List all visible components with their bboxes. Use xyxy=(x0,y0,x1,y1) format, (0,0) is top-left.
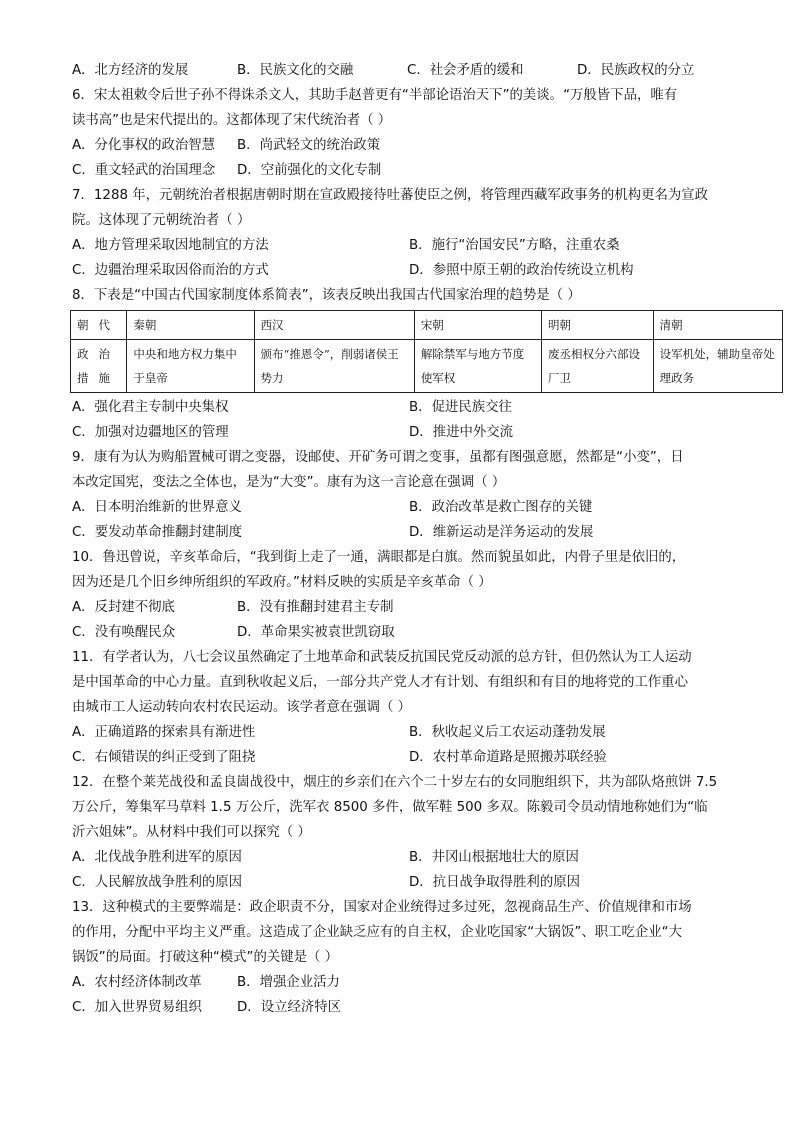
q11-options-row xyxy=(72,745,732,770)
q12-options-row xyxy=(72,870,732,895)
q6-stem-line: 读书高”也是宋代提出的。这都体现了宋代统治者（ ） xyxy=(72,113,392,128)
table-header-cell: 西汉 xyxy=(254,311,414,340)
q7-options-row xyxy=(72,258,732,283)
q11-option-a: A．正确道路的探索具有渐进性 xyxy=(72,725,256,740)
q5-option-d: D．民族政权的分立 xyxy=(577,63,695,78)
q12-option-a: A．北伐战争胜利进军的原因 xyxy=(72,850,242,865)
table-row-label: 政治措施 xyxy=(71,340,127,393)
q12-options-row xyxy=(72,845,732,870)
q13-option-a: A．农村经济体制改革 xyxy=(72,975,202,990)
q10-option-b: B．没有推翻封建君主专制 xyxy=(237,600,394,615)
q6-stem-line: 6．宋太祖敕令后世子孙不得诛杀文人，其助手赵普更有“半部论语治天下”的美谈。“万般皆下品，唯有 xyxy=(72,88,678,103)
q12-option-b: B．井冈山根据地壮大的原因 xyxy=(409,850,579,865)
q11-option-d: D．农村革命道路是照搬苏联经验 xyxy=(409,750,607,765)
q6-options-row xyxy=(72,133,732,158)
q5-option-a: A．北方经济的发展 xyxy=(72,63,189,78)
q6-option-b: B．尚武轻文的统治政策 xyxy=(237,138,381,153)
q5-option-b: B．民族文化的交融 xyxy=(237,63,354,78)
table-cell: 解除禁军与地方节度使军权 xyxy=(414,340,541,393)
q11-stem-line: 是中国革命的中心力量。直到秋收起义后，一部分共产党人才有计划、有组织和有目的地将党的工作重心 xyxy=(72,675,688,690)
q10-option-d: D．革命果实被袁世凯窃取 xyxy=(237,625,395,640)
q12-stem-line: 12．在整个莱芜战役和孟良崮战役中，烟庄的乡亲们在六个二十岁左右的女同胞组织下，共为部队烙煎饼 7.5 xyxy=(72,775,718,790)
q11-option-c: C．右倾错误的纠正受到了阻挠 xyxy=(72,750,256,765)
q8-stem-line: 8．下表是“中国古代国家制度体系简表”，该表反映出我国古代国家治理的趋势是（ ） xyxy=(72,288,581,303)
q13-stem-line: 13．这种模式的主要弊端是：政企职责不分，国家对企业统得过多过死，忽视商品生产、价值规律和市场 xyxy=(72,900,692,915)
q9-option-a: A．日本明治维新的世界意义 xyxy=(72,500,242,515)
q11-option-b: B．秋收起义后工农运动蓬勃发展 xyxy=(409,725,606,740)
q7-option-a: A．地方管理采取因地制宜的方法 xyxy=(72,238,269,253)
q5-options xyxy=(72,58,732,83)
q8-option-d: D．推进中外交流 xyxy=(409,425,514,440)
q9-options-row xyxy=(72,495,732,520)
q11-stem-line: 由城市工人运动转向农村农民运动。该学者意在强调（ ） xyxy=(72,700,412,715)
q9-stem-line: 9．康有为认为购船置械可谓之变器，设邮使、开矿务可谓之变事，虽都有图强意愿，然都是“小变”，日 xyxy=(72,450,684,465)
q12-option-d: D．抗日战争取得胜利的原因 xyxy=(409,875,580,890)
q13-stem-line: 的作用，分配中平均主义严重。这造成了企业缺乏应有的自主权，企业吃国家“大锅饭”、职工吃企业“大 xyxy=(72,925,682,940)
q11-stem-line: 11．有学者认为，八七会议虽然确定了土地革命和武装反抗国民党反动派的总方针，但仍然认为工人运动 xyxy=(72,650,692,665)
q7-stem-line: 院。这体现了元朝统治者（ ） xyxy=(72,213,251,228)
table-header-cell: 朝代 xyxy=(71,311,127,340)
q12-option-c: C．人民解放战争胜利的原因 xyxy=(72,875,243,890)
q7-option-c: C．边疆治理采取因俗而治的方式 xyxy=(72,263,269,278)
q13-option-b: B．增强企业活力 xyxy=(237,975,340,990)
q8-options-row xyxy=(72,395,732,420)
q10-option-a: A．反封建不彻底 xyxy=(72,600,175,615)
exam-page xyxy=(72,58,775,1020)
q8-option-b: B．促进民族交往 xyxy=(409,400,512,415)
q8-options-row xyxy=(72,420,732,445)
q10-options-row xyxy=(72,595,732,620)
table-cell: 废丞相权分六部设厂卫 xyxy=(541,340,653,393)
q7-options-row xyxy=(72,233,732,258)
q10-stem-line: 因为还是几个旧乡绅所组织的军政府。”材料反映的实质是辛亥革命（ ） xyxy=(72,575,492,590)
q9-options-row xyxy=(72,520,732,545)
q13-options-row xyxy=(72,995,732,1020)
q13-option-d: D．设立经济特区 xyxy=(237,1000,342,1015)
q10-option-c: C．没有唤醒民众 xyxy=(72,625,176,640)
q8-option-a: A．强化君主专制中央集权 xyxy=(72,400,229,415)
q10-options-row xyxy=(72,620,732,645)
table-row xyxy=(71,340,783,393)
q9-option-c: C．要发动革命推翻封建制度 xyxy=(72,525,243,540)
table-header-cell: 明朝 xyxy=(541,311,653,340)
q7-option-b: B．施行“治国安民”方略，注重农桑 xyxy=(409,238,620,253)
q7-stem-line: 7．1288 年，元朝统治者根据唐朝时期在宣政殿接待吐蕃使臣之例，将管理西藏军政事务的机构更名为宣政 xyxy=(72,188,709,203)
q6-option-c: C．重文轻武的治国理念 xyxy=(72,163,216,178)
q10-stem-line: 10．鲁迅曾说，辛亥革命后，“我到街上走了一通，满眼都是白旗。然而貌虽如此，内骨子里是依旧的， xyxy=(72,550,686,565)
table-header-cell: 秦朝 xyxy=(127,311,254,340)
q13-option-c: C．加入世界贸易组织 xyxy=(72,1000,202,1015)
table-cell: 中央和地方权力集中于皇帝 xyxy=(127,340,254,393)
q9-option-d: D．维新运动是洋务运动的发展 xyxy=(409,525,594,540)
q12-stem-line: 沂六姐妹”。从材料中我们可以探究（ ） xyxy=(72,825,311,840)
q12-stem-line: 万公斤，筹集军马草料 1.5 万公斤，洗军衣 8500 多件，做军鞋 500 多双。陈毅司令员动情地称她们为“临 xyxy=(72,800,708,815)
q5-option-c: C．社会矛盾的缓和 xyxy=(407,63,524,78)
q6-option-a: A．分化事权的政治智慧 xyxy=(72,138,216,153)
q7-option-d: D．参照中原王朝的政治传统设立机构 xyxy=(409,263,634,278)
q11-options-row xyxy=(72,720,732,745)
dynasty-table xyxy=(70,310,783,393)
q8-option-c: C．加强对边疆地区的管理 xyxy=(72,425,229,440)
table-cell: 设军机处，辅助皇帝处理政务 xyxy=(653,340,782,393)
table-header-cell: 宋朝 xyxy=(414,311,541,340)
table-cell: 颁布“推恩令”，削弱诸侯王势力 xyxy=(254,340,414,393)
q13-options-row xyxy=(72,970,732,995)
table-header-cell: 清朝 xyxy=(653,311,782,340)
q9-option-b: B．政治改革是救亡图存的关键 xyxy=(409,500,593,515)
q13-stem-line: 锅饭”的局面。打破这种“模式”的关键是（ ） xyxy=(72,950,339,965)
q9-stem-line: 本改定国宪，变法之全体也，是为“大变”。康有为这一言论意在强调（ ） xyxy=(72,475,506,490)
q6-options-row xyxy=(72,158,732,183)
table-header-row xyxy=(71,311,783,340)
q6-option-d: D．空前强化的文化专制 xyxy=(237,163,382,178)
